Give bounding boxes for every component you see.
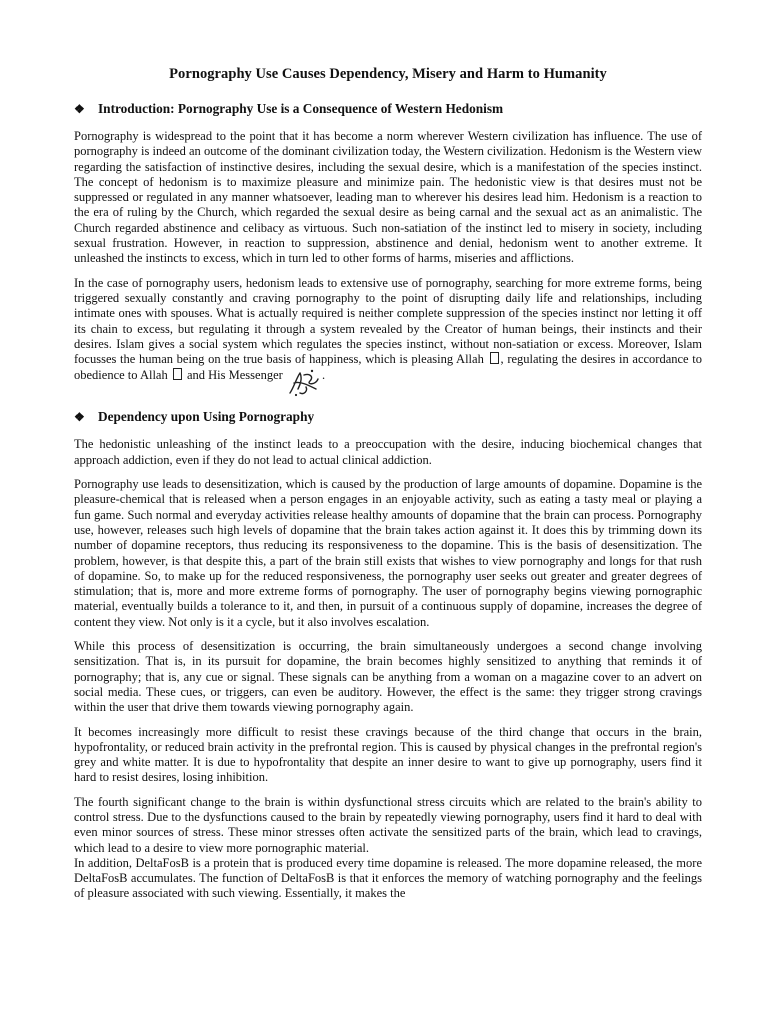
section-heading-text: Introduction: Pornography Use is a Consequence of Western Hedonism: [98, 101, 504, 116]
missing-glyph-icon: [490, 352, 499, 364]
paragraph-text: .: [321, 368, 326, 383]
paragraph-text: and His Messenger: [186, 368, 283, 383]
paragraph: While this process of desensitization is occurring, the brain simultaneously undergoes a second change involving sensitization. That is, in its pursuit for dopamine, the brain becomes highly sensitized to anything that reminds it of pornography; that is, any cue or signal. These signals can be anything from a woman on a magazine cover to an advert on social media. These cues, or triggers, can even be auditory. However, the effect is the same: they trigger strong cravings within the user that drive them towards viewing pornography again.: [74, 639, 702, 715]
paragraph: The hedonistic unleashing of the instinct leads to a preoccupation with the desire, inducing biochemical changes that approach addiction, even if they do not lead to actual clinical addiction.: [74, 437, 702, 467]
paragraph: The fourth significant change to the brain is within dysfunctional stress circuits which are related to the brain's ability to control stress. Due to the dysfunctions caused to the brain by repeatedly viewing pornography, users find it hard to deal with even minor sources of stress. These minor stresses often activate the sensitized parts of the brain, which lead to cravings, which lead to a desire to view more pornographic material.: [74, 794, 702, 855]
paragraph-text: In the case of pornography users, hedonism leads to extensive use of pornography, searching for more extreme forms, being triggered sexually constantly and craving pornography to the point of disrupting daily life and relationships, including intimate ones with spouses. What is actually required is neither complete suppression of the species instinct nor letting it off its chain to excess, but regulating it through a system revealed by the Creator of human beings, their instincts and their desires. Islam gives a social system which regulates the species instinct, without non-satiation or excess. Moreover, Islam focusses the human being on the true basis of happiness, which is pleasing Allah: [74, 275, 702, 367]
diamond-bullet-icon: ❖: [74, 102, 85, 116]
paragraph-text: , regulating the desires in accordance to obedience to Allah: [74, 352, 703, 383]
section-heading-dependency: [74, 409, 702, 425]
diamond-bullet-icon: ❖: [74, 410, 85, 425]
paragraph: It becomes increasingly more difficult to resist these cravings because of the third change that occurs in the brain, hypofrontality, or reduced brain activity in the prefrontal region. This is caused by physical changes in the prefrontal region's grey and white matter. It is due to hypofrontality that despite an inner desire to want to give up pornography, users find it hard to resist desires, losing inhibition.: [74, 724, 702, 785]
missing-glyph-icon: [173, 368, 182, 380]
section-heading-introduction: [74, 101, 702, 117]
paragraph: Pornography use leads to desensitization, which is caused by the production of large amounts of dopamine. Dopamine is the pleasure-chemical that is released when a person engages in an enjoyable activity, such as eating a tasty meal or playing a fun game. Such normal and everyday activities release healthy amounts of dopamine that the brain can process. Pornography use, however, releases such high levels of dopamine that the brain takes action against it. It does this by trimming down its number of dopamine receptors, thus reducing its responsiveness to the dopamine. This is the basis of desensitization. The problem, however, is that despite this, a part of the brain still exists that wishes to view pornography and longs for that rush of dopamine. So, to make up for the reduced responsiveness, the pornography user seeks out greater and greater degrees of stimulation; that is, more and more extreme forms of pornography. The user of pornography begins viewing pornographic material, eventually builds a tolerance to it, and then, in pursuit of a continuous supply of dopamine, increases the degree of content they view. Not only is it a cycle, but it also involves escalation.: [74, 477, 702, 629]
salutation-calligraphy-icon: [286, 367, 322, 397]
section-heading-text: Dependency upon Using Pornography: [98, 409, 315, 425]
document-title: Pornography Use Causes Dependency, Misery and Harm to Humanity: [169, 66, 607, 82]
paragraph: In addition, DeltaFosB is a protein that is produced every time dopamine is released. The more dopamine released, the more DeltaFosB accumulates. The function of DeltaFosB is that it enforces the memory of watching pornography and the feelings of pleasure associated with such viewing. Essentially, it makes the: [74, 855, 702, 901]
paragraph: [74, 276, 702, 398]
paragraph: Pornography is widespread to the point that it has become a norm wherever Western civilization has influence. The use of pornography is indeed an outcome of the dominant civilization today, the Western civilization. Hedonism is the Western view regarding the satisfaction of instinctive desires, including the sexual desire, which is a manifestation of the species instinct. The concept of hedonism is to maximize pleasure and minimize pain. The hedonistic view is that desires must not be suppressed or regulated in any manner whatsoever, leading man to wherever his desires lead him. Hedonism is a reaction to the era of ruling by the Church, which regarded the sexual desire as being carnal and the sexual act as an animalistic. The Church regarded abstinence and celibacy as virtuous. Such non-satiation of the instinct led to misery in society, including sexual frustration. However, in reaction to suppression, abstinence and denial, hedonism went to another extreme. It unleashed the instincts to excess, which in turn led to other forms of harms, miseries and afflictions.: [74, 129, 702, 266]
